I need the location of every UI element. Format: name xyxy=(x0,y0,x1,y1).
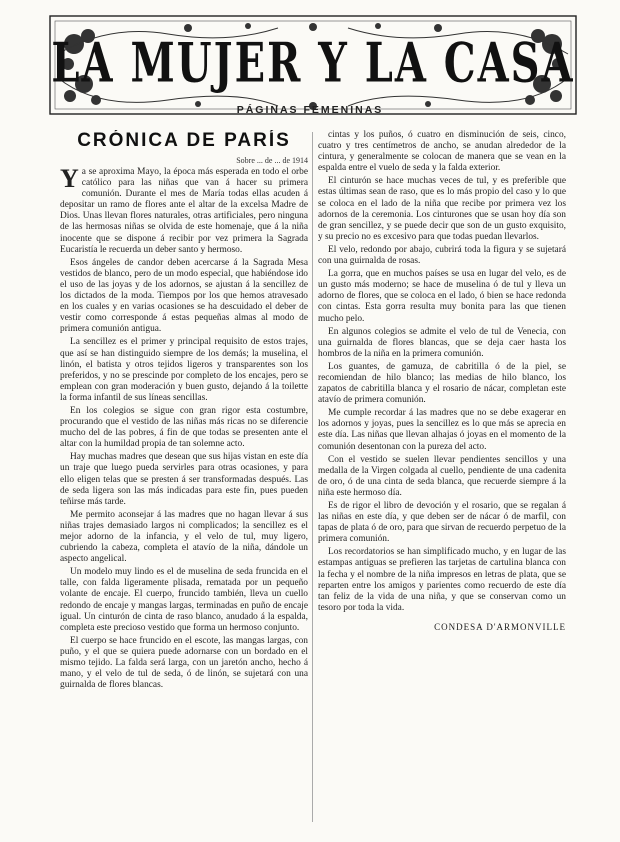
paragraph-text: En los colegios se sigue con gran rigor esta costumbre, procurando que el vestido de las niñas más ricas no se diferencie mucho del de las pobres, á fin de que todas se presenten ante el altar con la humildad propia de tan solemne acto. xyxy=(60,405,308,450)
paragraph-text: En algunos colegios se admite el velo de tul de Venecia, con una guirnalda de flores blancas, que se deja caer hasta los hombros de la niña en la primera comunión. xyxy=(318,326,566,359)
right-column-body xyxy=(318,130,566,614)
paragraph-text: cintas y los puños, ó cuatro en disminución de seis, cinco, cuatro y tres centímetros de ancho, se anudan alrededor de la cintura, y generalmente se colocan de manera que se vean en la espalda entre el vuelo de seda y la falda exterior. xyxy=(318,130,566,174)
paragraph-text: Los guantes, de gamuza, de cabritilla ó de la piel, se recomiendan de hilo blanco; las medias de hilo blanco, los zapatos de cabritilla blanca y el rosario de nácar, completan este atavío de primera comunión. xyxy=(318,361,566,406)
dateline: Sobre ... de ... de 1914 xyxy=(236,156,308,165)
column-divider xyxy=(312,132,313,822)
article-right-column xyxy=(318,130,566,822)
article-title: CRÓNICA DE PARÍS xyxy=(77,130,291,151)
paragraph-text: Me permito aconsejar á las madres que no hagan llevar á sus niñas trajes demasiado largos ni complicados; la sencillez es el mejor adorno de la infancia, y el velo de tul, muy ligero, cubriendo la cabeza, completa el atavío de la niña, dándole un aspecto angelical. xyxy=(60,509,308,565)
author-signature: CONDESA D'ARMONVILLE xyxy=(434,621,566,632)
article-paragraph xyxy=(318,269,566,324)
paragraph-text: El cuerpo se hace fruncido en el escote, las mangas largas, con puño, y el que se quiera puede adornarse con un bordado en el mismo tejido. La falda será larga, con un jaretón ancho, hecho á mano, y el velo de tul de seda, ó de linón, se sujetará con una guirnalda de flores blancas. xyxy=(60,635,308,691)
article-paragraph xyxy=(318,245,566,267)
article-paragraph xyxy=(318,455,566,499)
paragraph-text: Con el vestido se suelen llevar pendientes sencillos y una medalla de la Virgen colgada al cuello, pendiente de una cadenita de oro, ó de una cinta de seda blanca, que recuerde siempre á la niña este hermoso día. xyxy=(318,454,566,498)
article-paragraph xyxy=(318,327,566,360)
article-paragraph xyxy=(60,258,308,336)
paragraph-text: Es de rigor el libro de devoción y el rosario, que se regalan á las niñas en este día, y que deben ser de nácar ó de marfil, con tapas de plata ó de oro, para que sirvan de recuerdo perpetuo de la primera comunión. xyxy=(318,501,566,545)
article-paragraph xyxy=(60,452,308,507)
paragraph-text: La sencillez es el primer y principal requisito de estos trajes, que así se han distinguido siempre de los demás; la muselina, el linón, el batista y otros tejidos ligeros y transparentes son los preferidos, y no se prescinde por completo de los encajes, pero se emplean con gran moderación y buen gusto, dejando á la toilette la forma infantil de sus líneas sencillas. xyxy=(60,337,308,403)
paragraph-text: La gorra, que en muchos países se usa en lugar del velo, es de un gusto más moderno; se hace de muselina ó de tul y lleva un adorno de flores, que se coloca en el lado, ó bien se hace redonda con cintas. Esta gorra resulta muy bonita para las que tienen mucho pelo. xyxy=(318,269,566,324)
article-paragraph xyxy=(60,636,308,691)
paragraph-text: El velo, redondo por abajo, cubrirá toda la figura y se sujetará con una guirnalda de rosas. xyxy=(318,244,566,267)
left-column-body xyxy=(60,164,308,691)
masthead-title: LA MUJER Y LA CASA xyxy=(51,31,575,96)
paragraph-text: Esos ángeles de candor deben acercarse á la Sagrada Mesa vestidos de blanco, pero de un modo especial, que habiéndose ido el uso de las joyas y de los adornos, se ajustan á la sencillez de los dictados de la moda. Tiempos por los que hemos atravesado en los cuales y en varias ocasiones se ha descuidado el deber de vestir como corresponde á estas pequeñas almas al modo de primera comunión antigua. xyxy=(60,257,308,335)
article-left-column xyxy=(60,130,308,822)
article-paragraph xyxy=(60,406,308,450)
article-paragraph xyxy=(60,510,308,565)
paragraph-text: Me cumple recordar á las madres que no se debe exagerar en los adornos y joyas, pues la sencillez es lo que más se aprecia en este día. Las niñas que llevan alhajas ó joyas en el momento de la comunión desentonan con la pureza del acto. xyxy=(318,408,566,452)
section-heading: PÁGINAS FEMENINAS xyxy=(236,104,384,116)
article-paragraph xyxy=(318,176,566,243)
article-paragraph xyxy=(318,362,566,406)
paragraph-text: Hay muchas madres que desean que sus hijas vistan en este día un traje que luego pueda servirles para otras ocasiones, y para ello eligen telas que se presten á ser transformadas después. Las de seda ligera son las más indicadas para este fin, pues pueden teñirse más tarde. xyxy=(60,452,308,507)
article-paragraph xyxy=(318,547,566,614)
paragraph-text: El cinturón se hace muchas veces de tul, y es preferible que estas últimas sean de raso, que es lo más propio del caso y lo que se coloca en el lado de la niña que recibe por primera vez los adornos de la ceremonia. Los cinturones que se usan hoy día son de gran sencillez, y se puede decir que son de un gusto exquisito, y su precio no es excesivo para que todas puedan llevarlos. xyxy=(318,176,566,242)
paragraph-text: Un modelo muy lindo es el de muselina de seda fruncida en el talle, con falda ligeramente plisada, rematada por un pequeño volante de encaje. El cuerpo, fruncido también, lleva un cuello redondo de encaje y mangas largas, terminadas en puño de encaje igual. Un cinturón de cinta de raso blanco, anudado á la espalda, completa este precioso vestido que forma un hermoso conjunto. xyxy=(60,567,308,633)
article-paragraph xyxy=(318,501,566,545)
paragraph-text: a se aproxima Mayo, la época más esperada en todo el orbe católico para las niñas que van á hacer su primera comunión. Durante el mes de María todas ellas acuden á depositar un ramo de flores ante el altar de la excelsa Madre de Dios. Unas llevan flores naturales, otras artificiales, pero ninguna de las hermosas niñas se olvida de este homenaje, que á la niña inocente que se dispone á recibir por vez primera la Sagrada Eucaristía le recuerda un deber santo y hermoso. xyxy=(60,167,308,255)
drop-cap: Y xyxy=(60,164,79,193)
article-paragraph xyxy=(60,567,308,634)
paragraph-text: Los recordatorios se han simplificado mucho, y en lugar de las estampas antiguas se prefieren las tarjetas de cartulina blanca con la fecha y el nombre de la niña impresos en letras de plata, que se reparten entre los amigos y parientes como recuerdo de este día tan feliz de la vida de una niña, y que se conservan como un tesoro por toda la vida. xyxy=(318,547,566,613)
article-paragraph xyxy=(318,130,566,174)
article-paragraph xyxy=(60,337,308,404)
article-paragraph xyxy=(318,408,566,452)
article-paragraph xyxy=(60,164,308,256)
